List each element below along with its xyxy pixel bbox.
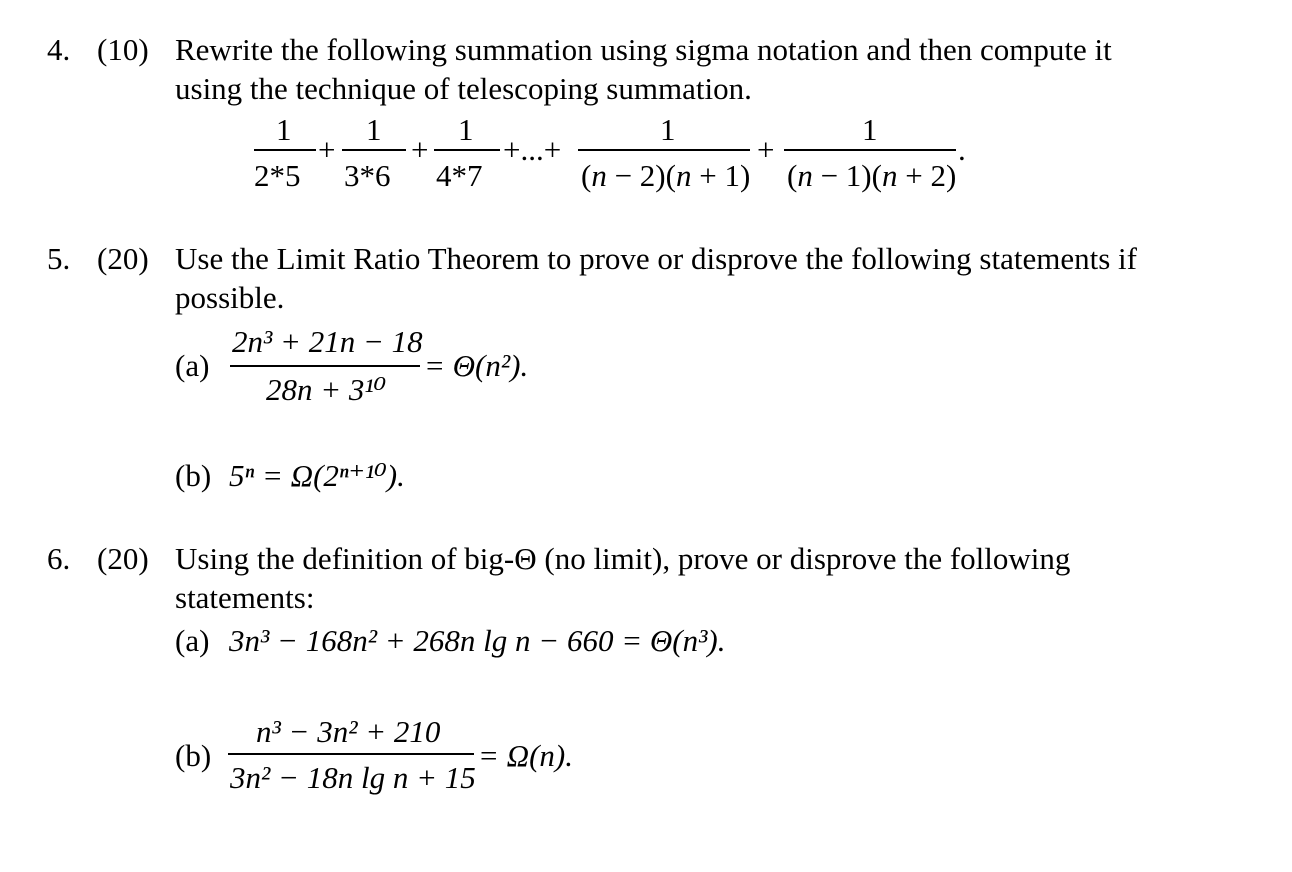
problem-5-text-line2: possible. bbox=[175, 280, 285, 315]
problem-6b-rhs: = Ω(n). bbox=[478, 738, 573, 773]
problem-4-points: (10) bbox=[97, 32, 149, 67]
sum-plus-1: + bbox=[318, 132, 336, 167]
problem-5a-numerator: 2n³ + 21n − 18 bbox=[232, 324, 423, 359]
problem-4-text-line1: Rewrite the following summation using sigma notation and then compute it bbox=[175, 32, 1112, 67]
problem-5b-label: (b) bbox=[175, 458, 212, 493]
den4-c: + 1) bbox=[691, 158, 751, 193]
sum-plus-2: + bbox=[411, 132, 429, 167]
problem-5a-denominator: 28n + 3¹⁰ bbox=[266, 372, 387, 407]
problem-6b-denominator: 3n² − 18n lg n + 15 bbox=[230, 760, 476, 795]
sum-term-5-denominator bbox=[787, 160, 956, 191]
sum-period: . bbox=[958, 132, 966, 167]
problem-5a-rhs: = Θ(n²). bbox=[424, 348, 529, 383]
sum-term-2-numerator: 1 bbox=[366, 112, 382, 147]
den5-a: ( bbox=[787, 158, 798, 193]
sum-term-1-bar bbox=[254, 149, 316, 151]
den4-n2: n bbox=[675, 158, 692, 193]
problem-6-points: (20) bbox=[97, 541, 149, 576]
sum-term-2-bar bbox=[342, 149, 406, 151]
den4-b: − 2)( bbox=[606, 158, 676, 193]
sum-term-4-numerator: 1 bbox=[660, 112, 676, 147]
problem-4-text-line2: using the technique of telescoping summation. bbox=[175, 71, 752, 106]
problem-5a-label: (a) bbox=[175, 348, 210, 383]
den5-c: + 2) bbox=[897, 158, 957, 193]
problem-5-points: (20) bbox=[97, 241, 149, 276]
problem-5b-expr: 5ⁿ = Ω(2ⁿ⁺¹⁰). bbox=[229, 458, 405, 493]
sum-term-1-denominator: 2*5 bbox=[254, 158, 301, 193]
problem-6a-label: (a) bbox=[175, 623, 210, 658]
den5-n2: n bbox=[881, 158, 898, 193]
sum-term-3-numerator: 1 bbox=[458, 112, 474, 147]
sum-term-4-bar bbox=[578, 149, 750, 151]
problem-4-number: 4. bbox=[47, 32, 71, 67]
problem-6-number: 6. bbox=[47, 541, 71, 576]
den5-n1: n bbox=[797, 158, 813, 193]
problem-6-text-line1: Using the definition of big-Θ (no limit), prove or disprove the following bbox=[175, 541, 1071, 576]
problem-6b-numerator: n³ − 3n² + 210 bbox=[256, 714, 441, 749]
sum-term-3-denominator: 4*7 bbox=[436, 158, 483, 193]
sum-ellipsis: +...+ bbox=[503, 132, 562, 167]
sum-term-2-denominator: 3*6 bbox=[344, 158, 391, 193]
den4-n1: n bbox=[591, 158, 607, 193]
problem-5-number: 5. bbox=[47, 241, 71, 276]
problem-6a-expr: 3n³ − 168n² + 268n lg n − 660 = Θ(n³). bbox=[229, 623, 726, 658]
sum-plus-3: + bbox=[757, 132, 775, 167]
sum-term-1-numerator: 1 bbox=[276, 112, 292, 147]
problem-6b-bar bbox=[228, 753, 474, 755]
den4-a: ( bbox=[581, 158, 592, 193]
sum-term-3-bar bbox=[434, 149, 500, 151]
den5-b: − 1)( bbox=[812, 158, 882, 193]
sum-term-4-denominator bbox=[581, 160, 750, 191]
sum-term-5-bar bbox=[784, 149, 956, 151]
problem-6-text-line2: statements: bbox=[175, 580, 315, 615]
problem-5a-bar bbox=[230, 365, 420, 367]
sum-term-5-numerator: 1 bbox=[862, 112, 878, 147]
problem-5-text-line1: Use the Limit Ratio Theorem to prove or disprove the following statements if bbox=[175, 241, 1137, 276]
problem-6b-label: (b) bbox=[175, 738, 212, 773]
